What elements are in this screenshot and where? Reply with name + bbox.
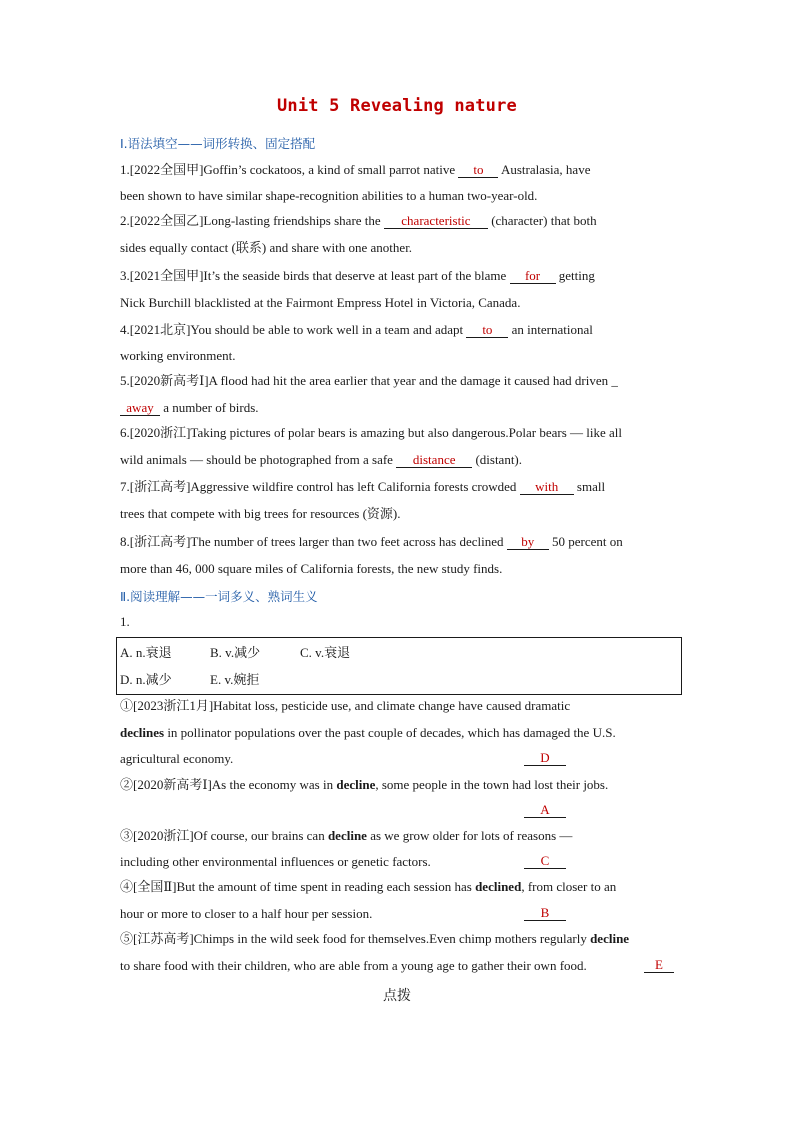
option-d: D. n.减少 xyxy=(120,672,172,687)
question-1-line2: been shown to have similar shape-recognition abilities to a human two-year-old. xyxy=(120,188,538,203)
answer-blank: B xyxy=(524,906,566,921)
answer-blank: characteristic xyxy=(384,214,488,229)
answer-blank: away xyxy=(120,401,160,416)
answer-blank: C xyxy=(524,854,566,869)
options-box xyxy=(116,637,682,695)
answer-blank: with xyxy=(520,480,574,495)
question-7-line1: 7.[浙江高考]Aggressive wildfire control has left California forests crowded with small xyxy=(120,479,606,494)
reading-2-line1: ②[2020新高考Ⅰ]As the economy was in decline, some people in the town had lost their jobs. xyxy=(120,777,609,792)
question-3-line1: 3.[2021全国甲]It’s the seaside birds that deserve at least part of the blame for getting xyxy=(120,268,595,283)
question-2-line1: 2.[2022全国乙]Long-lasting friendships share the characteristic (character) that both xyxy=(120,213,597,228)
answer-blank: D xyxy=(524,751,566,766)
footer-label: 点拨 xyxy=(383,988,411,1004)
question-2-line2: sides equally contact (联系) and share with one another. xyxy=(120,240,413,255)
question-5-line1: 5.[2020新高考Ⅰ]A flood had hit the area earlier that year and the damage it caused had driven _ xyxy=(120,373,618,388)
reading-4-line1: ④[全国Ⅱ]But the amount of time spent in reading each session has declined, from closer to an xyxy=(120,879,617,894)
option-e: E. v.婉拒 xyxy=(210,672,260,687)
question-5-line2: away a number of birds. xyxy=(120,400,680,416)
answer-blank: A xyxy=(524,803,566,818)
question-1-line1: 1.[2022全国甲]Goffin’s cockatoos, a kind of small parrot native to Australasia, have xyxy=(120,162,591,177)
question-4-line1: 4.[2021北京]You should be able to work well in a team and adapt to an international xyxy=(120,322,593,337)
question-3-line2: Nick Burchill blacklisted at the Fairmont Empress Hotel in Victoria, Canada. xyxy=(120,295,521,310)
answer-blank: to xyxy=(458,163,498,178)
answer-blank: by xyxy=(507,535,549,550)
option-b: B. v.减少 xyxy=(210,645,261,660)
section-heading-grammar: Ⅰ.语法填空——词形转换、固定搭配 xyxy=(120,136,316,151)
answer-blank: for xyxy=(510,269,556,284)
question-8-line1: 8.[浙江高考]The number of trees larger than two feet across has declined by 50 percent on xyxy=(120,534,623,549)
reading-1-line2: declines in pollinator populations over the past couple of decades, which has damaged the U.S. xyxy=(120,725,616,740)
reading-4-line2: hour or more to closer to a half hour per session. B xyxy=(120,906,680,922)
answer-blank: E xyxy=(644,958,674,973)
question-4-line2: working environment. xyxy=(120,348,236,363)
answer-blank: distance xyxy=(396,453,472,468)
question-6-line2: wild animals — should be photographed from a safe distance (distant). xyxy=(120,452,523,467)
reading-3-line1: ③[2020浙江]Of course, our brains can decline as we grow older for lots of reasons — xyxy=(120,828,573,843)
section-heading-reading: Ⅱ.阅读理解——一词多义、熟词生义 xyxy=(120,589,318,604)
question-7-line2: trees that compete with big trees for resources (资源). xyxy=(120,506,401,521)
reading-5-line1: ⑤[江苏高考]Chimps in the wild seek food for themselves.Even chimp mothers regularly decline xyxy=(120,931,630,946)
reading-5-line2: to share food with their children, who are able from a young age to gather their own food. E xyxy=(120,958,680,974)
item-number: 1. xyxy=(120,614,130,629)
question-8-line2: more than 46, 000 square miles of California forests, the new study finds. xyxy=(120,561,503,576)
option-c: C. v.衰退 xyxy=(300,645,351,660)
page-title: Unit 5 Revealing nature xyxy=(276,96,517,116)
reading-1-line1: ①[2023浙江1月]Habitat loss, pesticide use, and climate change have caused dramatic xyxy=(120,698,571,713)
option-a: A. n.衰退 xyxy=(120,645,172,660)
answer-blank: to xyxy=(466,323,508,338)
reading-1-line3: agricultural economy. D xyxy=(120,751,680,767)
question-6-line1: 6.[2020浙江]Taking pictures of polar bears is amazing but also dangerous.Polar bears — like all xyxy=(120,425,622,440)
reading-3-line2: including other environmental influences or genetic factors. C xyxy=(120,854,680,870)
